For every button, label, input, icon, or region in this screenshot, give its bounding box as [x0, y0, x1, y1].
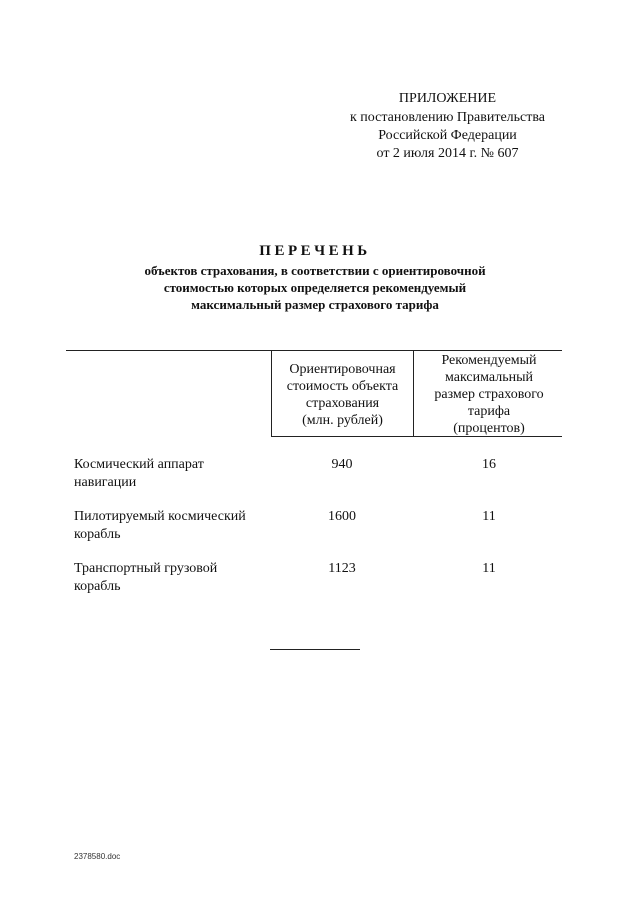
column-header-tariff-line-4: тарифа: [467, 404, 511, 419]
table-row-tariff: 11: [482, 509, 496, 524]
table-column-divider-2: [413, 350, 414, 436]
column-header-tariff-line-3: размер страхового: [434, 387, 544, 402]
row-name-line: Пилотируемый космический: [74, 509, 246, 524]
column-header-tariff-line-1: Рекомендуемый: [441, 353, 537, 368]
appendix-title: ПРИЛОЖЕНИЕ: [398, 91, 497, 106]
table-row-name: [74, 456, 274, 492]
table-row-cost: 940: [331, 457, 353, 472]
column-header-tariff-line-5: (процентов): [453, 421, 525, 436]
table-top-rule: [66, 350, 562, 351]
table-column-divider-1: [271, 350, 272, 436]
column-header-tariff: [416, 352, 562, 437]
table-row-cost: 1123: [328, 561, 356, 576]
table-row-tariff: 16: [482, 457, 496, 472]
table-row-tariff: 11: [482, 561, 496, 576]
appendix-line-resolution: к постановлению Правительства: [349, 110, 546, 125]
row-name-line: корабль: [74, 527, 121, 542]
document-subtitle-line-1: объектов страхования, в соответствии с ориентировочной: [144, 263, 486, 278]
row-name-line: навигации: [74, 475, 137, 490]
row-name-line: Транспортный грузовой: [74, 561, 218, 576]
document-title: [90, 241, 540, 313]
column-header-cost-line-4: (млн. рублей): [302, 413, 383, 428]
table-row-name: [74, 560, 274, 596]
column-header-tariff-line-2: максимальный: [445, 370, 533, 385]
document-heading: ПЕРЕЧЕНЬ: [259, 243, 371, 259]
column-header-cost-line-2: стоимость объекта: [286, 379, 399, 394]
document-subtitle-line-2: стоимостью которых определяется рекомендуемый: [163, 280, 467, 295]
column-header-cost-line-1: Ориентировочная: [289, 362, 396, 377]
document-subtitle-line-3: максимальный размер страхового тарифа: [191, 297, 439, 312]
row-name-line: Космический аппарат: [74, 457, 204, 472]
appendix-block: [330, 90, 565, 163]
appendix-line-country: Российской Федерации: [378, 128, 517, 143]
column-header-cost-line-3: страхования: [305, 396, 380, 411]
appendix-line-date-number: от 2 июля 2014 г. № 607: [376, 146, 519, 161]
column-header-cost: [274, 361, 411, 429]
footer-file-code: 2378580.doc: [74, 852, 121, 861]
table-row-cost: 1600: [328, 509, 356, 524]
closing-separator: [270, 649, 360, 650]
row-name-line: корабль: [74, 579, 121, 594]
table-row-name: [74, 508, 274, 544]
